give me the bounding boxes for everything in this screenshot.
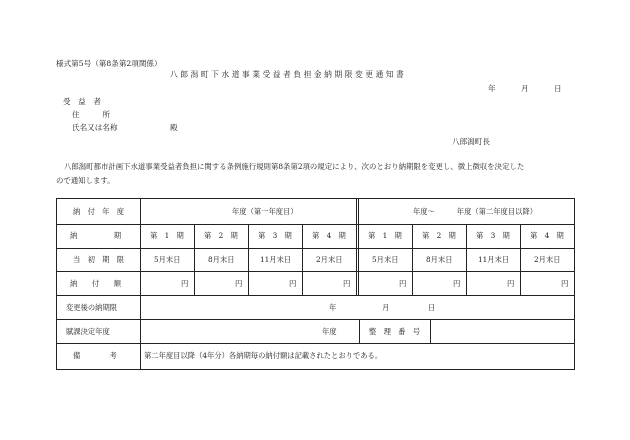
- table-border-top: [56, 198, 575, 199]
- deadline-change-table: [56, 198, 575, 370]
- changed-day-unit: 日: [428, 303, 436, 312]
- label-column-divider: [140, 198, 141, 370]
- period-label: 納 期: [70, 231, 122, 240]
- body-text-line2: ので通知します。: [56, 176, 115, 185]
- assessment-year-label: 賦課決定年度: [66, 327, 110, 336]
- remarks-text: 第二年度目以降（4年分）各納期毎の納付額は記載されたとおりである。: [144, 351, 383, 360]
- honorific: 殿: [170, 123, 178, 132]
- assessment-divider: [359, 319, 360, 343]
- amount-unit: 円: [399, 279, 407, 288]
- year-divider: [358, 198, 359, 295]
- original-deadline-label: 当 初 期 限: [73, 255, 125, 264]
- original-deadline-cell: 2月末日: [534, 255, 561, 264]
- document-title: 八 郎 潟 町 下 水 道 事 業 受 益 者 負 担 金 納 期 限 変 更 通 知 書: [170, 70, 404, 79]
- year-divider: [356, 198, 357, 295]
- period-divider: [520, 224, 521, 295]
- period-cell: 第 3 期: [258, 231, 292, 240]
- name-label: 氏名又は名称: [72, 123, 118, 132]
- period-divider: [466, 224, 467, 295]
- changed-year-unit: 年: [329, 303, 337, 312]
- original-deadline-cell: 11月末日: [260, 255, 292, 264]
- recipient-heading: 受 益 者: [63, 97, 101, 106]
- assessment-divider: [430, 319, 431, 343]
- amount-unit: 円: [561, 279, 569, 288]
- original-deadline-cell: 2月末日: [316, 255, 343, 264]
- amount-unit: 円: [289, 279, 297, 288]
- period-cell: 第 4 期: [312, 231, 346, 240]
- second-year-header: 年度～ 年度（第二年度目以降）: [413, 207, 538, 216]
- serial-number-label: 整 理 番 号: [369, 327, 421, 336]
- period-divider: [248, 224, 249, 295]
- period-cell: 第 3 期: [476, 231, 510, 240]
- remarks-label: 備 考: [73, 351, 117, 360]
- amount-unit: 円: [235, 279, 243, 288]
- amount-unit: 円: [507, 279, 515, 288]
- original-deadline-cell: 8月末日: [426, 255, 453, 264]
- row-line: [56, 271, 575, 272]
- period-divider: [194, 224, 195, 295]
- period-cell: 第 4 期: [530, 231, 564, 240]
- amount-label: 納 付 額: [70, 279, 122, 288]
- fiscal-year-label: 納 付 年 度: [73, 207, 125, 216]
- assessment-year-unit: 年度: [322, 327, 337, 336]
- first-year-header: 年度（第一年度目）: [232, 207, 298, 216]
- table-border-bottom: [56, 369, 575, 370]
- body-text-line1: 八郎潟町都市計画下水道事業受益者負担に関する条例施行規則第8条第2項の規定により、次のとおり納期限を変更し、徴上徴収を決定した: [64, 162, 525, 171]
- changed-deadline-label: 変更後の納期限: [66, 303, 118, 312]
- original-deadline-cell: 5月末日: [372, 255, 399, 264]
- period-cell: 第 2 期: [422, 231, 456, 240]
- row-line: [56, 295, 575, 296]
- date-year: 年: [488, 84, 496, 93]
- original-deadline-cell: 5月末日: [154, 255, 181, 264]
- changed-month-unit: 月: [382, 303, 390, 312]
- row-line: [56, 224, 575, 225]
- period-divider: [412, 224, 413, 295]
- row-line: [56, 248, 575, 249]
- original-deadline-cell: 11月末日: [478, 255, 510, 264]
- address-label: 住 所: [72, 110, 110, 119]
- period-cell: 第 1 期: [150, 231, 184, 240]
- date-day: 日: [554, 84, 562, 93]
- date-month: 月: [521, 84, 529, 93]
- issuer-name: 八郎潟町長: [452, 137, 490, 146]
- period-cell: 第 1 期: [368, 231, 402, 240]
- original-deadline-cell: 8月末日: [208, 255, 235, 264]
- amount-unit: 円: [181, 279, 189, 288]
- form-number: 様式第5号（第8条第2項関係）: [56, 59, 162, 68]
- period-cell: 第 2 期: [204, 231, 238, 240]
- row-line: [56, 319, 575, 320]
- amount-unit: 円: [453, 279, 461, 288]
- row-line: [56, 343, 575, 344]
- period-divider: [302, 224, 303, 295]
- amount-unit: 円: [343, 279, 351, 288]
